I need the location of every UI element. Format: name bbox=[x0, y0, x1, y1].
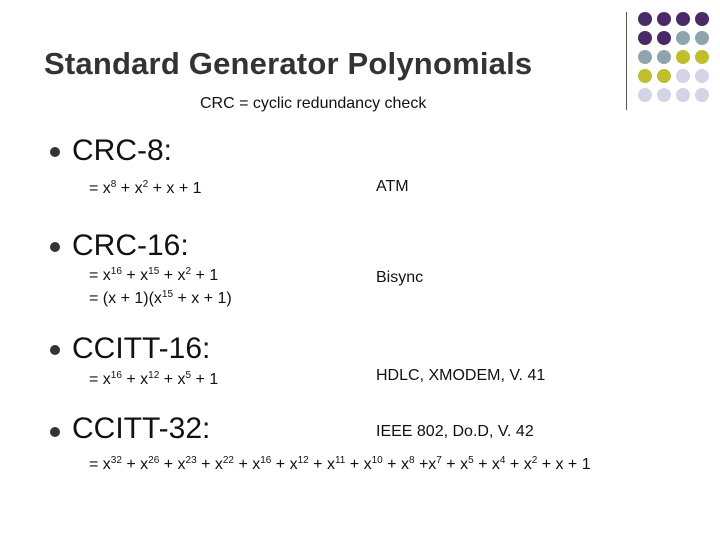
exponent: 2 bbox=[142, 179, 149, 190]
formula-text: + bbox=[505, 456, 524, 473]
exponent: 16 bbox=[260, 455, 272, 466]
power-term: x bbox=[140, 371, 149, 388]
formula-text: = bbox=[89, 371, 103, 388]
exponent: 12 bbox=[297, 455, 309, 466]
power-term: x bbox=[102, 180, 111, 197]
formula-text: + bbox=[271, 456, 290, 473]
formula-text: + bbox=[148, 180, 167, 197]
formula-text: + bbox=[308, 456, 327, 473]
formula-text: + 1) bbox=[199, 290, 232, 307]
formula-text: + bbox=[116, 180, 135, 197]
formula-ccitt16-line-1 bbox=[89, 371, 218, 389]
formula-text: + 1 bbox=[174, 180, 202, 197]
exponent: 16 bbox=[110, 370, 122, 381]
usage-ccitt16: HDLC, XMODEM, V. 41 bbox=[376, 367, 546, 384]
decorative-dot bbox=[676, 69, 690, 83]
exponent: 5 bbox=[468, 455, 474, 466]
decorative-dot bbox=[695, 50, 709, 64]
exponent: 4 bbox=[499, 455, 506, 466]
decorative-dot bbox=[657, 12, 671, 26]
decorative-dot bbox=[657, 31, 671, 45]
exponent: 16 bbox=[110, 266, 122, 277]
item-heading-ccitt32: CCITT-32: bbox=[72, 412, 211, 445]
exponent: 26 bbox=[148, 455, 160, 466]
formula-text: + 1)( bbox=[116, 290, 154, 307]
power-term: x bbox=[460, 456, 469, 473]
exponent: 12 bbox=[148, 370, 160, 381]
decorative-dot bbox=[695, 88, 709, 102]
formula-text: x bbox=[555, 456, 564, 473]
power-term: x bbox=[102, 456, 111, 473]
exponent: 11 bbox=[334, 455, 346, 466]
bullet-icon bbox=[50, 147, 60, 157]
formula-text: + 1 bbox=[191, 267, 219, 284]
formula-crc16-line-2 bbox=[89, 290, 232, 308]
usage-ccitt32: IEEE 802, Do.D, V. 42 bbox=[376, 423, 534, 440]
formula-text: + bbox=[121, 267, 141, 284]
bullet-icon bbox=[50, 242, 60, 252]
formula-text: + bbox=[159, 456, 178, 473]
formula-text: + bbox=[473, 456, 492, 473]
exponent: 7 bbox=[436, 455, 442, 466]
exponent: 2 bbox=[531, 455, 538, 466]
exponent: 2 bbox=[185, 266, 192, 277]
power-term: x bbox=[289, 456, 298, 473]
power-term: x bbox=[400, 456, 409, 473]
decorative-dot bbox=[657, 88, 671, 102]
formula-text: + bbox=[234, 456, 253, 473]
formula-text: x bbox=[166, 180, 175, 197]
power-term: x bbox=[177, 456, 186, 473]
exponent: 5 bbox=[185, 370, 192, 381]
formula-crc8-line-1 bbox=[89, 180, 202, 198]
power-term: x bbox=[140, 456, 149, 473]
exponent: 10 bbox=[371, 455, 383, 466]
item-heading-ccitt16: CCITT-16: bbox=[72, 332, 211, 365]
formula-text: x bbox=[191, 290, 200, 307]
power-term: x bbox=[523, 456, 532, 473]
exponent: 8 bbox=[110, 179, 117, 190]
formula-text: + bbox=[121, 456, 141, 473]
exponent: 22 bbox=[222, 455, 234, 466]
decorative-dot bbox=[638, 31, 652, 45]
power-term: x bbox=[326, 456, 335, 473]
formula-text: = bbox=[89, 456, 103, 473]
decorative-dot bbox=[638, 50, 652, 64]
exponent: 15 bbox=[148, 266, 160, 277]
formula-text: + bbox=[441, 456, 461, 473]
power-term: x bbox=[214, 456, 223, 473]
formula-text: + bbox=[382, 456, 401, 473]
decorative-dot bbox=[657, 50, 671, 64]
power-term: x bbox=[102, 371, 111, 388]
decorative-dot bbox=[676, 31, 690, 45]
decorative-dot bbox=[657, 69, 671, 83]
formula-text: + 1 bbox=[191, 371, 219, 388]
formula-text: + bbox=[159, 371, 178, 388]
decorative-dot-grid bbox=[636, 10, 720, 110]
decorative-dot bbox=[676, 50, 690, 64]
item-heading-crc16: CRC-16: bbox=[72, 229, 189, 262]
item-heading-crc8: CRC-8: bbox=[72, 134, 173, 167]
decorative-dot bbox=[676, 12, 690, 26]
decorative-dot bbox=[638, 12, 652, 26]
power-term: x bbox=[177, 267, 186, 284]
formula-text: + bbox=[121, 371, 141, 388]
decorative-dot bbox=[695, 12, 709, 26]
power-term: x bbox=[177, 371, 186, 388]
usage-crc16: Bisync bbox=[376, 269, 424, 286]
formula-text: + bbox=[159, 267, 178, 284]
power-term: x bbox=[363, 456, 372, 473]
formula-text: = ( bbox=[89, 290, 109, 307]
power-term: x bbox=[153, 290, 162, 307]
formula-ccitt32-line-1 bbox=[89, 456, 591, 474]
decorative-dot bbox=[676, 88, 690, 102]
slide-title: Standard Generator Polynomials bbox=[44, 46, 533, 81]
exponent: 32 bbox=[110, 455, 122, 466]
decorative-dot bbox=[695, 31, 709, 45]
power-term: x bbox=[491, 456, 500, 473]
formula-text: + bbox=[173, 290, 192, 307]
exponent: 8 bbox=[408, 455, 415, 466]
formula-text: + 1 bbox=[563, 456, 591, 473]
formula-text: + bbox=[345, 456, 364, 473]
formula-crc16-line-1 bbox=[89, 267, 218, 285]
power-term: x bbox=[134, 180, 143, 197]
formula-text: = bbox=[89, 180, 103, 197]
formula-text: + bbox=[537, 456, 556, 473]
exponent: 15 bbox=[161, 289, 174, 300]
exponent: 23 bbox=[185, 455, 197, 466]
bullet-icon bbox=[50, 345, 60, 355]
formula-text: x bbox=[108, 290, 117, 307]
formula-text: + bbox=[414, 456, 429, 473]
power-term: x bbox=[252, 456, 261, 473]
decorative-dot bbox=[695, 69, 709, 83]
power-term: x bbox=[428, 456, 437, 473]
formula-text: + bbox=[196, 456, 215, 473]
power-term: x bbox=[140, 267, 149, 284]
bullet-icon bbox=[50, 427, 60, 437]
formula-text: = bbox=[89, 267, 103, 284]
power-term: x bbox=[102, 267, 111, 284]
slide-subtitle: CRC = cyclic redundancy check bbox=[200, 95, 427, 112]
usage-crc8: ATM bbox=[376, 178, 409, 195]
decorative-dot bbox=[638, 88, 652, 102]
decorative-dot bbox=[638, 69, 652, 83]
decorative-divider bbox=[626, 12, 627, 110]
